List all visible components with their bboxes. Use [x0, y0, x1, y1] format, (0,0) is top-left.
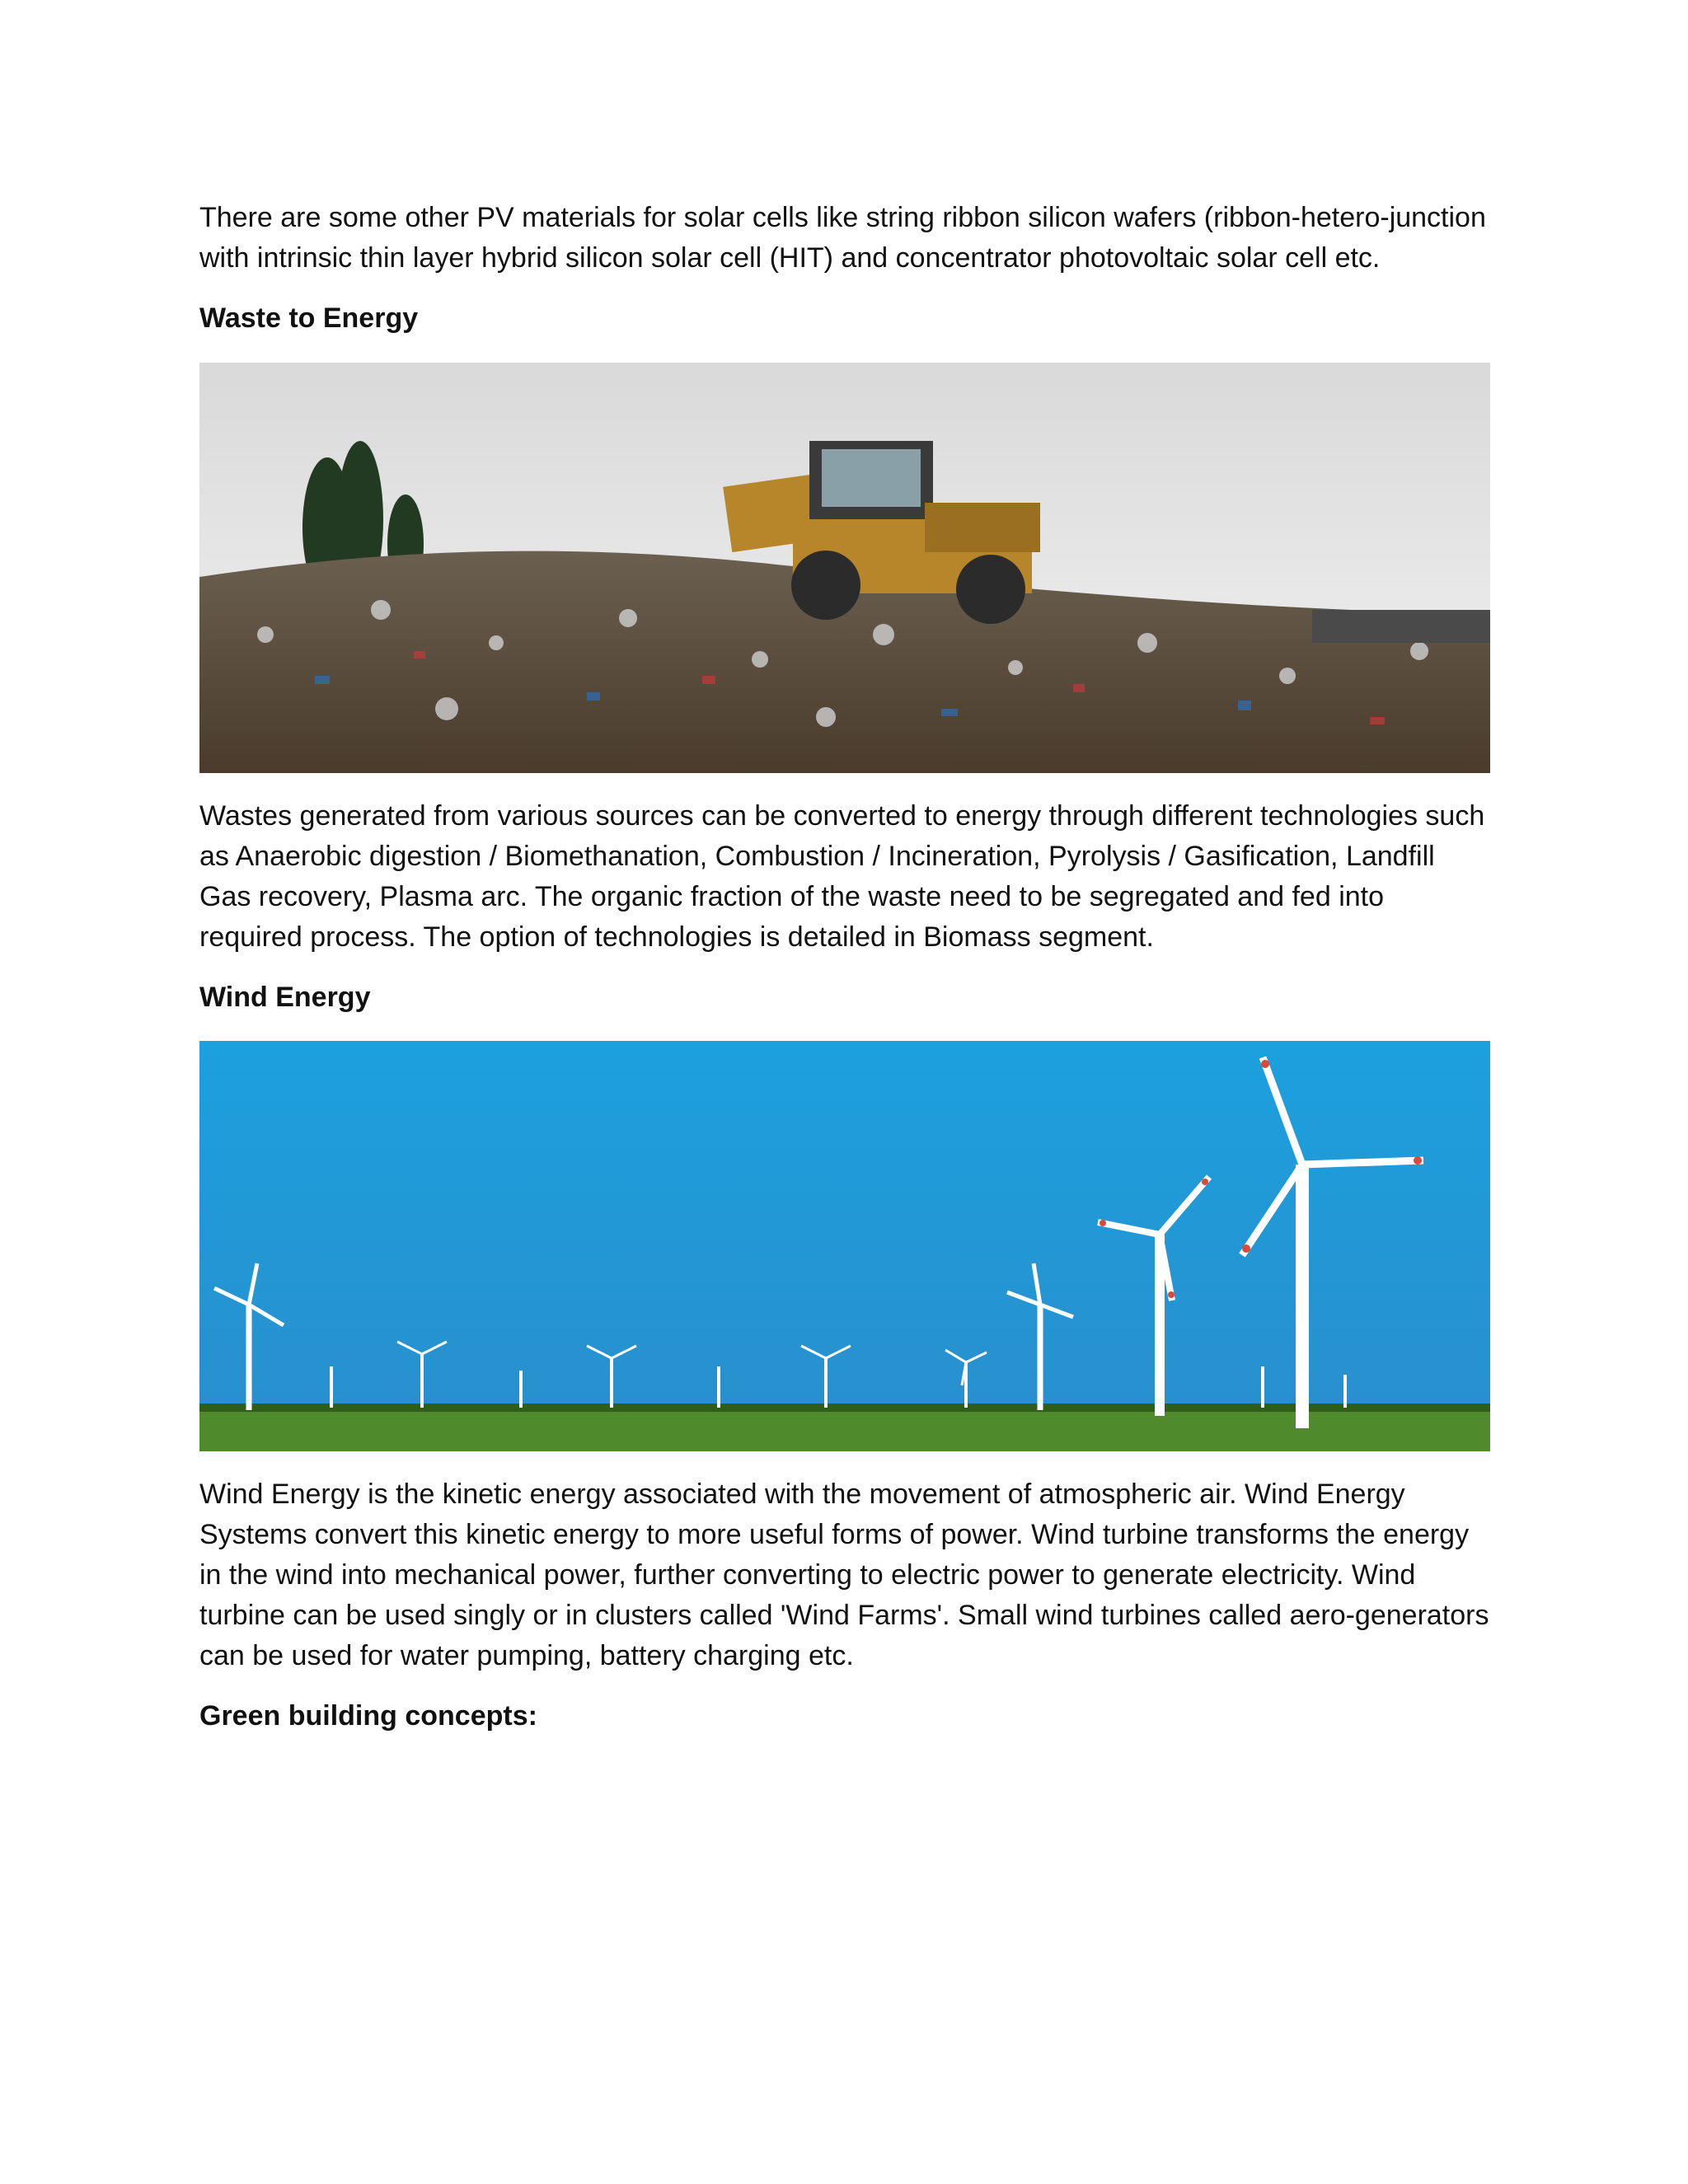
landfill-compactor-image: [199, 363, 1490, 773]
heading-wind-energy: Wind Energy: [199, 982, 371, 1013]
waste-to-energy-paragraph: Wastes generated from various sources can be converted to energy through different technologies such as Anaerobic digestion / Biomethanation, Combustion / Incineration, Pyrolysis / Gasification, Landfill Gas recovery, Plasma arc. The organic fraction of the waste need to be segregated and fed into required process. The option of technologies is detailed in Biomass segment.: [199, 800, 1485, 953]
wind-energy-paragraph: Wind Energy is the kinetic energy associated with the movement of atmospheric air. Wind Energy Systems convert this kinetic energy to more useful forms of power. Wind turbine transforms the energy in the wind into mechanical power, further converting to electric power to generate electricity. Wind turbine can be used singly or in clusters called 'Wind Farms'. Small wind turbines called aero-generators can be used for water pumping, battery charging etc.: [199, 1479, 1489, 1671]
wind-farm-image: [199, 1041, 1490, 1451]
heading-waste-to-energy: Waste to Energy: [199, 302, 419, 334]
heading-green-building-concepts: Green building concepts:: [199, 1700, 537, 1732]
intro-paragraph: There are some other PV materials for solar cells like string ribbon silicon wafers (ribbon-hetero-junction with intrinsic thin layer hybrid silicon solar cell (HIT) and concentrator photovoltaic solar cell etc.: [199, 202, 1486, 274]
